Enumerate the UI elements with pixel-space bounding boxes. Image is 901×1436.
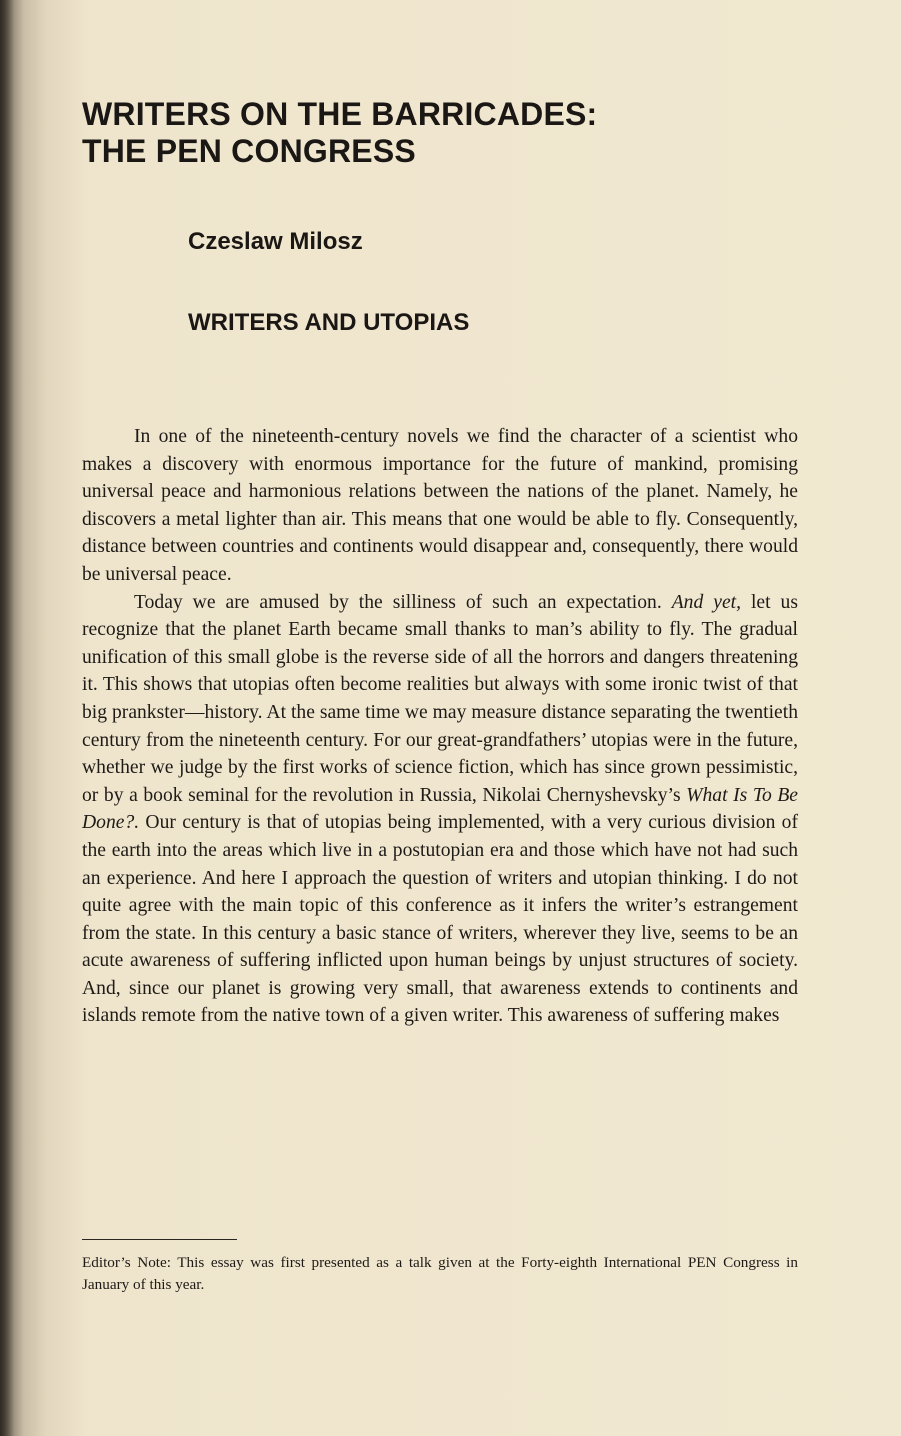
author-name: Czeslaw Milosz — [188, 228, 363, 255]
essay-title: WRITERS AND UTOPIAS — [188, 309, 470, 336]
italic-and-yet: And yet, — [671, 591, 741, 613]
binding-shadow — [0, 0, 14, 1436]
article-title — [82, 96, 842, 170]
paragraph-2-part-b: let us recognize that the planet Earth became small thanks to man’s ability to fly. The gradual unification of this small globe is the reverse side of all the horrors and dangers threatening it. This shows that utopias often become realities but always with some ironic twist of that big prankster—history. At the same time we may measure distance separating the twentieth century from the nineteenth century. For our great-grandfathers’ utopias were in the future, whether we judge by the first works of science fiction, which has since grown pessimistic, or by a book seminal for the revolution in Russia, Nikolai Chernyshevsky’s — [82, 591, 798, 806]
paragraph-1: In one of the nineteenth-century novels we find the character of a scientist who makes a discovery with enormous importance for the future of mankind, promising universal peace and harmonious relations between the nations of the planet. Namely, he discovers a metal lighter than air. This means that one would be able to fly. Consequently, distance between countries and continents would disappear and, consequently, there would be universal peace. — [82, 426, 798, 585]
essay-body — [82, 423, 798, 1030]
paragraph-2 — [82, 589, 798, 1031]
article-title-line-2: THE PEN CONGRESS — [82, 133, 416, 169]
paragraph-2-part-a: Today we are amused by the silliness of such an expectation. — [134, 591, 672, 613]
editors-note: Editor’s Note: This essay was first presented as a talk given at the Forty-eighth International PEN Congress in January of this year. — [82, 1254, 798, 1293]
footnote-divider — [82, 1239, 237, 1240]
paragraph-2-part-c: Our century is that of utopias being implemented, with a very curious division of the earth into the areas which live in a postutopian era and those which have not had such an experience. And here I approach the question of writers and utopian thinking. I do not quite agree with the main topic of this conference as it infers the writer’s estrangement from the state. In this century a basic stance of writers, wherever they live, seems to be an acute awareness of suffering inflicted upon human beings by unjust structures of society. And, since our planet is growing very small, that awareness extends to continents and islands remote from the native town of a given writer. This awareness of suffering makes — [82, 812, 798, 1027]
italic-book-title: What Is To Be Done?. — [82, 784, 799, 834]
article-title-line-1: WRITERS ON THE BARRICADES: — [82, 96, 598, 132]
